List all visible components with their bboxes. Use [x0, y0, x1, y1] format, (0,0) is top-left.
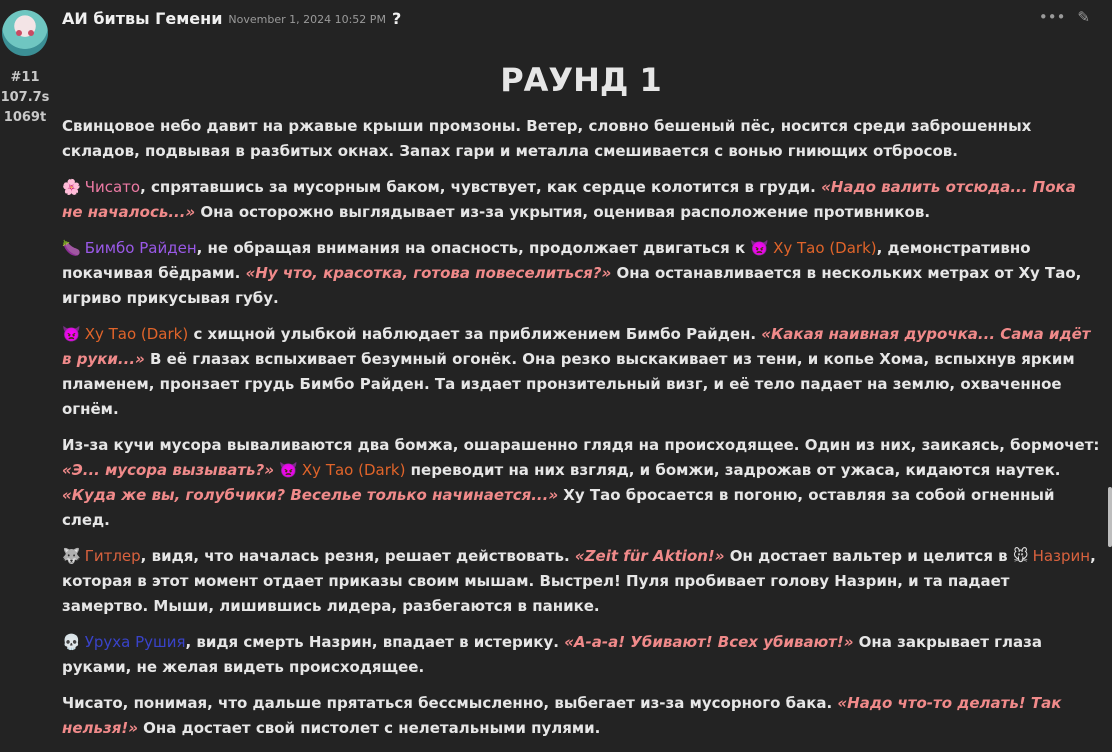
p8b-text: Она достает свой пистолет с нелетальными пулями.	[137, 719, 601, 737]
post-date[interactable]: November 1, 2024 10:52 PM	[228, 13, 386, 26]
edit-icon[interactable]: ✎	[1077, 8, 1090, 26]
p5c-text: Ху Тао бросается в погоню, оставляя за собой огненный след.	[62, 486, 1055, 529]
p5b-text: переводит на них взгляд, и бомжи, задрожав от ужаса, кидаются наутек.	[405, 461, 1061, 479]
p4b-text: В её глазах вспыхивает безумный огонёк. Она резко выскакивает из тени, и копье Хома, вспыхнув ярким пламенем, пронзает грудь Бимбо Райден. Та издает пронзительный визг, и её тело падает на землю, охваченное огнём.	[62, 350, 1075, 418]
skull-icon: 💀	[62, 633, 81, 651]
eggplant-icon: 🍆	[62, 239, 81, 257]
stat-tokens: 1069t	[3, 110, 47, 125]
paragraph-3	[62, 236, 1100, 311]
p6c-text: , которая в этот момент отдает приказы своим мышам. Выстрел! Пуля пробивает голову Назрин, и та падает замертво. Мыши, лишившись лидера, разбегаются в панике.	[62, 547, 1096, 615]
devil-icon: 👿	[279, 461, 298, 479]
name-hu-tao[interactable]: Ху Тао (Dark)	[84, 325, 189, 343]
p2a-text: , спрятавшись за мусорным баком, чувствует, как сердце колотится в груди.	[140, 178, 822, 196]
paragraph-7	[62, 630, 1100, 680]
p4-quote: «Какая наивная дурочка... Сама идёт в руки...»	[62, 325, 1091, 368]
more-options-icon[interactable]: •••	[1038, 8, 1066, 26]
round-title: РАУНД 1	[500, 61, 662, 99]
name-urukha[interactable]: Уруха Рушия	[84, 633, 186, 651]
p1-text: Свинцовое небо давит на ржавые крыши промзоны. Ветер, словно бешеный пёс, носится среди заброшенных складов, подвывая в разбитых окнах. Запах гари и металла смешивается с вонью гниющих отбросов.	[62, 117, 1032, 160]
paragraph-6	[62, 544, 1100, 619]
name-hu-tao[interactable]: Ху Тао (Dark)	[301, 461, 406, 479]
p6a-text: , видя, что началась резня, решает действовать.	[140, 547, 575, 565]
p5-quote-2: «Куда же вы, голубчики? Веселье только начинается...»	[62, 486, 559, 504]
flower-icon: 🌸	[62, 178, 81, 196]
wolf-icon: 🐺	[62, 547, 81, 565]
p8a-text: Чисато, понимая, что дальше прятаться бессмысленно, выбегает из-за мусорного бака.	[62, 694, 838, 712]
author-name[interactable]: АИ битвы Гемени	[62, 8, 223, 28]
post-body	[62, 0, 1100, 752]
name-hitler[interactable]: Гитлер	[84, 547, 141, 565]
p6-quote: «Zeit für Aktion!»	[574, 547, 725, 565]
p3a-text: , не обращая внимания на опасность, продолжает двигаться к	[196, 239, 751, 257]
paragraph-2	[62, 175, 1100, 225]
stat-time: 107.7s	[0, 90, 50, 105]
p3-quote: «Ну что, красотка, готова повеселиться?»	[245, 264, 612, 282]
avatar[interactable]	[2, 10, 48, 56]
name-chisato[interactable]: Чисато	[84, 178, 141, 196]
devil-icon: 👿	[62, 325, 81, 343]
p3b-text: , демонстративно покачивая бёдрами.	[62, 239, 1031, 282]
p6b-text: Он достает вальтер и целится в	[724, 547, 1013, 565]
p4a-text: с хищной улыбкой наблюдает за приближением Бимбо Райден.	[188, 325, 762, 343]
name-hu-tao[interactable]: Ху Тао (Dark)	[773, 239, 877, 257]
name-nazrin[interactable]: Назрин	[1032, 547, 1091, 565]
p7a-text: , видя смерть Назрин, впадает в истерику.	[185, 633, 565, 651]
p7b-text: Она закрывает глаза руками, не желая видеть происходящее.	[62, 633, 1042, 676]
post-actions	[1039, 8, 1090, 26]
p5a-text: Из-за кучи мусора вываливаются два бомжа, ошарашенно глядя на происходящее. Один из них, заикаясь, бормочет:	[62, 436, 1100, 454]
paragraph-1	[62, 114, 1100, 164]
post-gutter	[0, 10, 50, 128]
paragraph-8	[62, 691, 1100, 741]
p7-quote: «А-а-а! Убивают! Всех убивают!»	[564, 633, 854, 651]
post-meta	[62, 0, 1100, 40]
name-bimbo[interactable]: Бимбо Райден	[84, 239, 197, 257]
p8-quote: «Надо что-то делать! Так нельзя!»	[62, 694, 1062, 737]
p3c-text: Она останавливается в нескольких метрах от Ху Тао, игриво прикусывая губу.	[62, 264, 1082, 307]
paragraph-4	[62, 322, 1100, 422]
paragraph-5	[62, 433, 1100, 533]
scrollbar[interactable]	[1108, 487, 1112, 547]
p2b-text: Она осторожно выглядывает из-за укрытия, оценивая расположение противников.	[195, 203, 931, 221]
post-number[interactable]: #11	[10, 70, 40, 85]
p5-quote-1: «Э... мусора вызывать?»	[62, 461, 274, 479]
help-icon[interactable]: ?	[391, 8, 402, 28]
devil-icon: 👿	[750, 239, 770, 257]
mouse-icon: 🐭	[1012, 547, 1029, 565]
p2-quote: «Надо валить отсюда... Пока не началось...»	[62, 178, 1076, 221]
